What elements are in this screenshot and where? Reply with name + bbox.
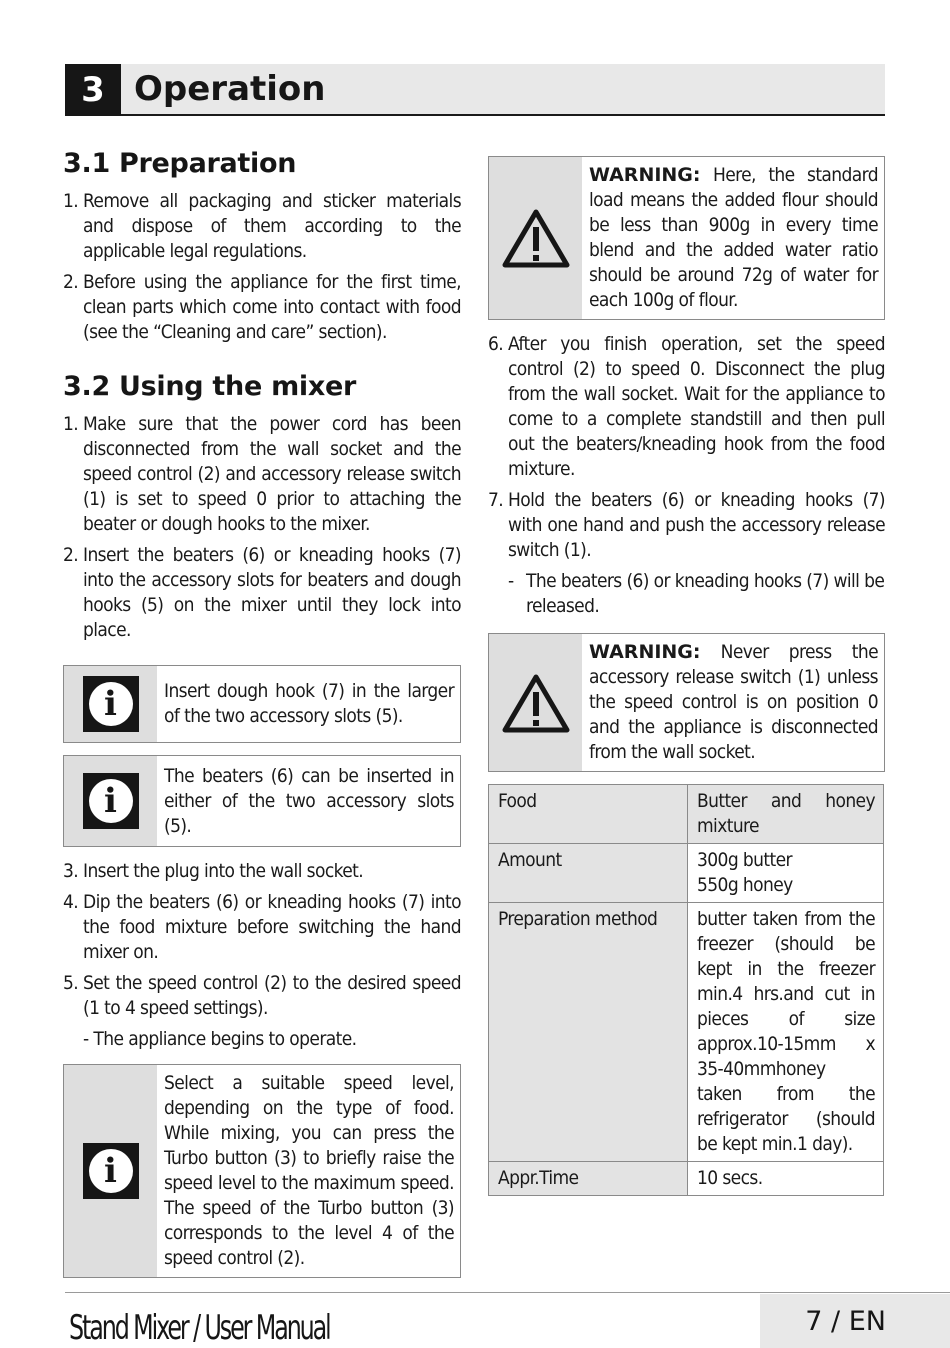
recipe-table: [488, 784, 884, 1196]
warning-box-standard-load: [488, 156, 885, 320]
step-text: Before using the appliance for the first time, clean parts which come into contact with food (see the “Cleaning and care” section).: [83, 271, 461, 343]
step-text: Make sure that the power cord has been disconnected from the wall socket and the speed control (2) and accessory release switch (1) is set to speed 0 prior to attaching the beater or dough hooks to the mixer.: [83, 413, 461, 535]
left-column: [63, 148, 461, 1290]
step-text: Hold the beaters (6) or kneading hooks (7) with one hand and push the accessory release switch (1).: [508, 489, 885, 561]
list-item: [63, 543, 461, 643]
info-icon: i: [83, 1143, 139, 1199]
table-label: Preparation method: [489, 903, 688, 1162]
table-row: [489, 903, 884, 1162]
list-item: [63, 890, 461, 965]
info-note-dough-hook: [63, 665, 461, 743]
step-number: 7.: [488, 489, 504, 511]
table-value: 300g butter 550g honey: [688, 844, 884, 903]
info-icon: i: [83, 676, 139, 732]
step-number: 6.: [488, 333, 504, 355]
table-value: 10 secs.: [688, 1162, 884, 1196]
using-heading: 3.2 Using the mixer: [63, 371, 357, 402]
chapter-title: Operation: [134, 69, 326, 109]
step-text: Insert the beaters (6) or kneading hooks (7) into the accessory slots for beaters and dough hooks (5) on the mixer until they lock into place.: [83, 544, 461, 641]
note-text: Select a suitable speed level, depending on the type of food. While mixing, you can press the Turbo button (3) to briefly raise the speed level to the maximum speed. The speed of the Turbo button (3) corresponds to the level 4 of the speed control (2).: [164, 1072, 454, 1269]
page-number: 7 / EN: [760, 1294, 950, 1348]
using-steps-b: [63, 859, 461, 1021]
using-steps-a: [63, 412, 461, 643]
info-icon: i: [83, 773, 139, 829]
table-value: Butter and honey mixture: [688, 785, 884, 844]
warning-box-release-switch: [488, 633, 885, 772]
step7-result-text: The beaters (6) or kneading hooks (7) will be released.: [526, 570, 885, 617]
warning-triangle-icon: [501, 672, 571, 734]
table-label: Food: [489, 785, 688, 844]
step-text: Set the speed control (2) to the desired speed (1 to 4 speed settings).: [83, 972, 461, 1019]
list-item: [63, 270, 461, 345]
list-item: [63, 412, 461, 537]
warning-label: WARNING:: [589, 164, 701, 186]
step-text: Remove all packaging and sticker materials and dispose of them according to the applicable legal regulations.: [83, 190, 461, 262]
table-label: Amount: [489, 844, 688, 903]
table-row: [489, 785, 884, 844]
step-number: 2.: [63, 271, 79, 293]
list-item: [63, 189, 461, 264]
info-note-speed-level: [63, 1064, 461, 1278]
step-number: 4.: [63, 891, 79, 913]
note-text: Insert dough hook (7) in the larger of the two accessory slots (5).: [164, 680, 454, 727]
list-item: [488, 488, 885, 563]
step5-result: - The appliance begins to operate.: [83, 1028, 357, 1050]
step-number: 5.: [63, 972, 79, 994]
preparation-heading: 3.1 Preparation: [63, 148, 297, 179]
preparation-steps: [63, 189, 461, 345]
warning-text: Never press the accessory release switch (1) unless the speed control is on position 0 and the appliance is disconnected from the wall socket.: [589, 641, 878, 763]
step-text: Insert the plug into the wall socket.: [83, 860, 364, 882]
warning-triangle-icon: [501, 207, 571, 269]
table-row: [489, 844, 884, 903]
list-item: [63, 859, 461, 884]
step-number: 3.: [63, 860, 79, 882]
footer-title: Stand Mixer / User Manual: [69, 1308, 330, 1348]
chapter-header: [65, 64, 885, 116]
step7-dash: -: [508, 570, 514, 592]
info-note-beaters: [63, 755, 461, 847]
step-text: Dip the beaters (6) or kneading hooks (7) into the food mixture before switching the hand mixer on.: [83, 891, 461, 963]
list-item: [488, 332, 885, 482]
step-number: 2.: [63, 544, 79, 566]
table-label: Appr.Time: [489, 1162, 688, 1196]
warning-text: Here, the standard load means the added flour should be less than 900g in every time blend and the added water ratio should be around 72g of water for each 100g of flour.: [589, 164, 878, 311]
warning-label: WARNING:: [589, 641, 701, 663]
right-column: [488, 156, 885, 1196]
step-number: 1.: [63, 413, 79, 435]
table-row: [489, 1162, 884, 1196]
step-number: 1.: [63, 190, 79, 212]
list-item: [63, 971, 461, 1021]
note-text: The beaters (6) can be inserted in either of the two accessory slots (5).: [164, 764, 454, 837]
chapter-number: 3: [65, 64, 121, 116]
step7-result: [488, 569, 885, 619]
footer-divider: [65, 1292, 950, 1293]
table-value: butter taken from the freezer (should be kept in the freezer min.4 hrs.and cut in pieces of size approx.10-15mm x 35-40mmhoney taken from the refrigerator (should be kept min.1 day).: [688, 903, 884, 1162]
using-steps-c: [488, 332, 885, 563]
step-text: After you finish operation, set the speed control (2) to speed 0. Disconnect the plug from the wall socket. Wait for the appliance to come to a complete standstill and then pull out the beaters/kneading hook from the food mixture.: [508, 333, 885, 480]
